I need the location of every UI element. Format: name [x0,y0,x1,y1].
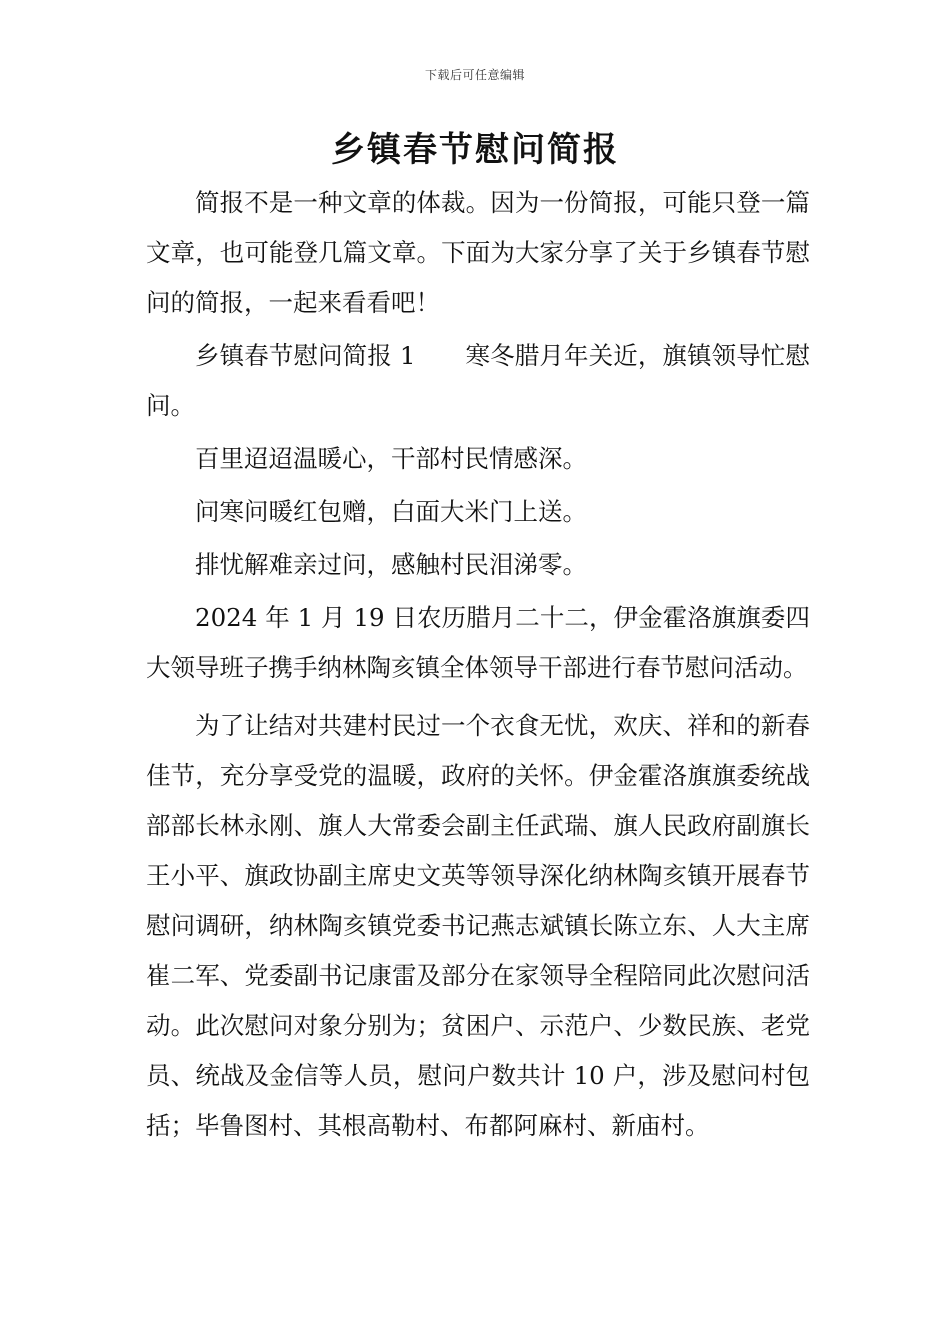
poem-line-1: 寒冬腊月年关近，旗镇领导忙慰问。 [146,341,811,420]
poem-line-2: 百里迢迢温暖心，干部村民情感深。 [195,444,587,473]
poem-line-4: 排忧解难亲过问，感触村民泪涕零。 [195,550,587,579]
body-paragraph-2: 为了让结对共建村民过一个衣食无忧，欢庆、祥和的新春佳节，充分享受党的温暖，政府的关怀。伊金霍洛旗旗委统战部部长林永刚、旗人大常委会副主任武瑞、旗人民政府副旗长王小平、旗政协副主席史文英等领导深化纳林陶亥镇开展春节慰问调研，纳林陶亥镇党委书记燕志斌镇长陈立东、人大主席崔二军、党委副书记康雷及部分在家领导全程陪同此次慰问活动。此次慰问对象分别为；贫困户、示范户、少数民族、老党员、统战及金信等人员，慰问户数共计 10 户，涉及慰问村包括；毕鲁图村、其根高勒村、布都阿麻村、新庙村。 [146,711,810,1140]
document-title: 乡镇春节慰问简报 [331,130,619,170]
poem-line-3: 问寒问暖红包赠，白面大米门上送。 [195,497,587,526]
section-paragraph [146,331,810,431]
intro-paragraph: 简报不是一种文章的体裁。因为一份简报，可能只登一篇文章，也可能登几篇文章。下面为大家分享了关于乡镇春节慰问的简报，一起来看看吧！ [146,188,810,317]
header-note: 下载后可任意编辑 [424,68,525,82]
document-body [146,178,810,1151]
section-heading: 乡镇春节慰问简报 1 [195,341,416,370]
body-paragraph-1: 2024 年 1 月 19 日农历腊月二十二，伊金霍洛旗旗委四大领导班子携手纳林陶亥镇全体领导干部进行春节慰问活动。 [146,603,810,682]
